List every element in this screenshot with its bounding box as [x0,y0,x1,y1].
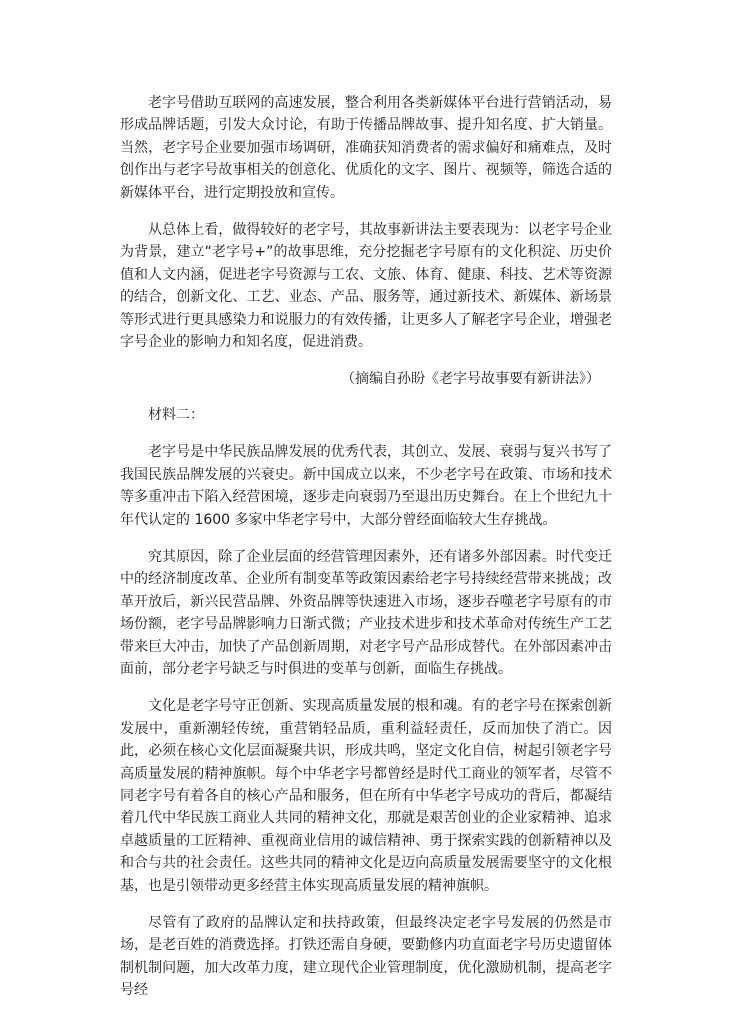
document-page [120,92,612,1017]
section-heading-material-two: 材料二： [148,406,204,423]
paragraph-external-factors: 究其原因，除了企业层面的经营管理因素外，还有诸多外部因素。时代变迁中的经济制度改革、企业所有制变革等政策因素给老字号持续经营带来挑战；改革开放后，新兴民营品牌、外资品牌等快速进入市场，逐步吞噬老字号原有的市场份额，老字号品牌影响力日渐式微；产业技术进步和技术革命对传统生产工艺带来巨大冲击，加快了产品创新周期，对老字号产品形成替代。在外部因素冲击面前，部分老字号缺乏与时俱进的变革与创新，面临生存挑战。 [120,548,612,677]
paragraph-brand-history: 老字号是中华民族品牌发展的优秀代表，其创立、发展、衰弱与复兴书写了我国民族品牌发展的兴衰史。新中国成立以来，不少老字号在政策、市场和技术等多重冲击下陷入经营困境，逐步走向衰弱乃至退出历史舞台。在上个世纪九十年代认定的 1600 多家中华老字号中，大部分曾经面临较大生存挑战。 [120,444,612,528]
source-citation: （摘编自孙盼《老字号故事要有新讲法》） [341,371,600,388]
paragraph-market-reform: 尽管有了政府的品牌认定和扶持政策，但最终决定老字号发展的仍然是市场，是老百姓的消费选择。打铁还需自身硬，要勤修内功直面老字号历史遗留体制机制问题，加大改革力度，建立现代企业管理制度，优化激励机制，提高老字号经 [120,915,612,999]
paragraph-storytelling-summary: 从总体上看，做得较好的老字号，其故事新讲法主要表现为：以老字号企业为背景，建立“老字号+”的故事思维，充分挖掘老字号原有的文化积淀、历史价值和人文内涵，促进老字号资源与工农、文旅、体育、健康、科技、艺术等资源的结合，创新文化、工艺、业态、产品、服务等，通过新技术、新媒体、新场景等形式进行更具感染力和说服力的有效传播，让更多人了解老字号企业，增强老字号企业的影响力和知名度，促进消费。 [120,222,612,351]
paragraph-culture-spirit: 文化是老字号守正创新、实现高质量发展的根和魂。有的老字号在探索创新发展中，重新潮轻传统，重营销轻品质，重利益轻责任，反而加快了消亡。因此，必须在核心文化层面凝聚共识，形成共鸣，坚定文化自信，树起引领老字号高质量发展的精神旗帜。每个中华老字号都曾经是时代工商业的领军者，尽管不同老字号有着各自的核心产品和服务，但在所有中华老字号成功的背后，都凝结着几代中华民族工商业人共同的精神文化，那就是艰苦创业的企业家精神、追求卓越质量的工匠精神、重视商业信用的诚信精神、勇于探索实践的创新精神以及和合与共的社会责任。这些共同的精神文化是迈向高质量发展需要坚守的文化根基，也是引领带动更多经营主体实现高质量发展的精神旗帜。 [120,698,612,894]
paragraph-new-media-marketing: 老字号借助互联网的高速发展，整合利用各类新媒体平台进行营销活动，易形成品牌话题，引发大众讨论，有助于传播品牌故事、提升知名度、扩大销量。当然，老字号企业要加强市场调研，准确获知消费者的需求偏好和痛难点，及时创作出与老字号故事相关的创意化、优质化的文字、图片、视频等，筛选合适的新媒体平台，进行定期投放和宣传。 [120,95,612,201]
